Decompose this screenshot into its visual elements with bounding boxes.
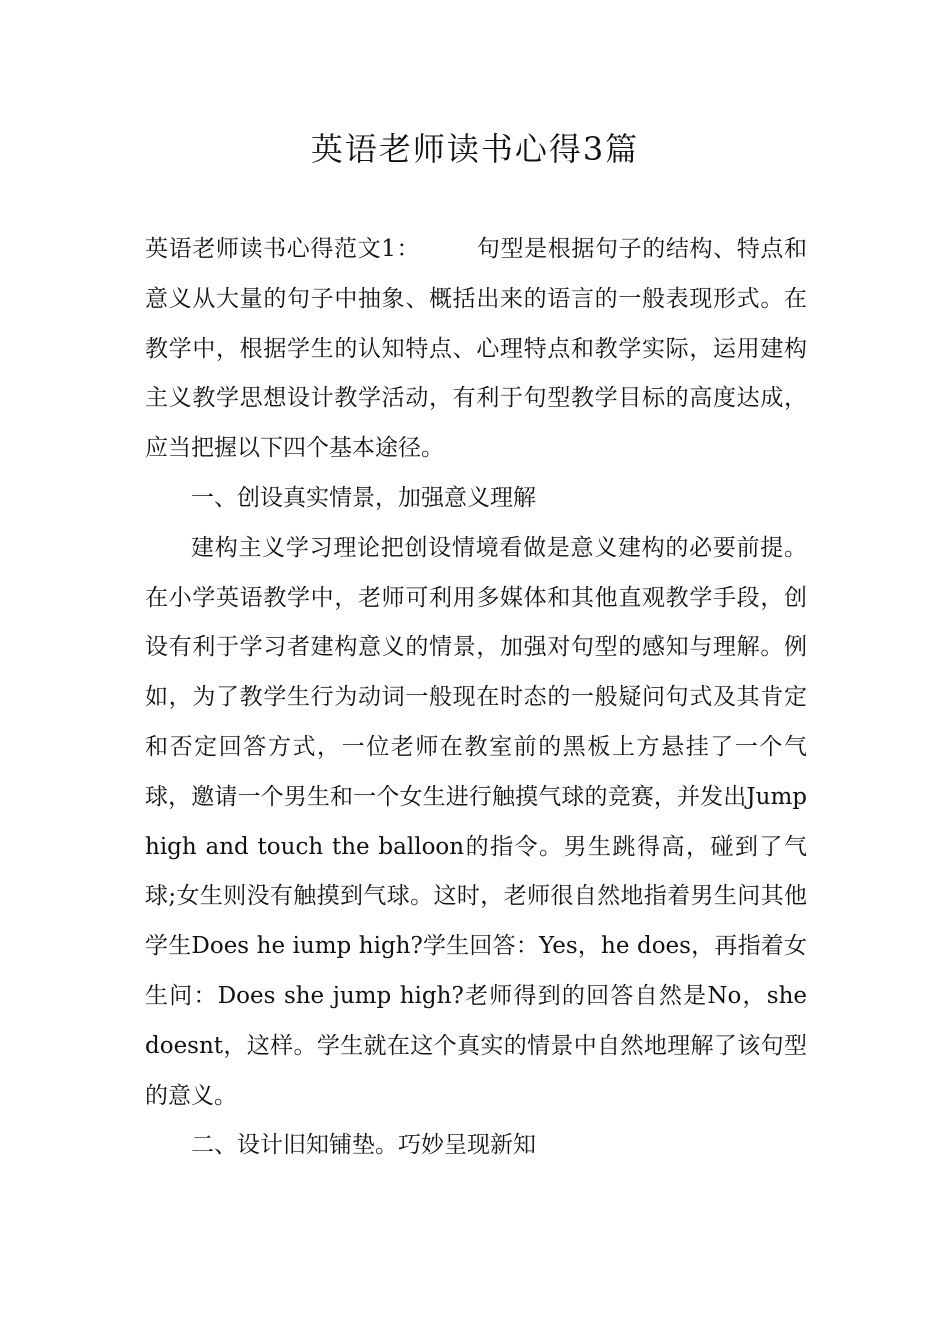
document-title: 英语老师读书心得3篇 <box>310 130 640 168</box>
intro-paragraph <box>145 225 807 474</box>
intro-label: 英语老师读书心得范文1： <box>145 236 421 262</box>
document-body <box>145 225 807 1171</box>
section-heading-2: 二、设计旧知铺垫。巧妙呈现新知 <box>191 1132 536 1159</box>
body-paragraph-1: 建构主义学习理论把创设情境看做是意义建构的必要前提。在小学英语教学中，老师可利用多媒体和其他直观教学手段，创设有利于学习者建构意义的情景，加强对句型的感知与理解。例如，为了教学生行为动词一般现在时态的一般疑问句式及其肯定和否定回答方式，一位老师在教室前的黑板上方悬挂了一个气球，邀请一个男生和一个女生进行触摸气球的竞赛，并发出Jump high and touch the balloon的指令。男生跳得高，碰到了气球;女生则没有触摸到气球。这时，老师很自然地指着男生问其他学生Does he iump high?学生回答：Yes，he does，再指着女生问：Does she jump high?老师得到的回答自然是No，she doesnt，这样。学生就在这个真实的情景中自然地理解了该句型的意义。 <box>145 534 807 1109</box>
section-heading-1: 一、创设真实情景，加强意义理解 <box>191 484 536 511</box>
intro-text: 句型是根据句子的结构、特点和意义从大量的句子中抽象、概括出来的语言的一般表现形式。在教学中，根据学生的认知特点、心理特点和教学实际，运用建构主义教学思想设计教学活动，有利于句型教学目标的高度达成，应当把握以下四个基本途径。 <box>145 236 807 462</box>
